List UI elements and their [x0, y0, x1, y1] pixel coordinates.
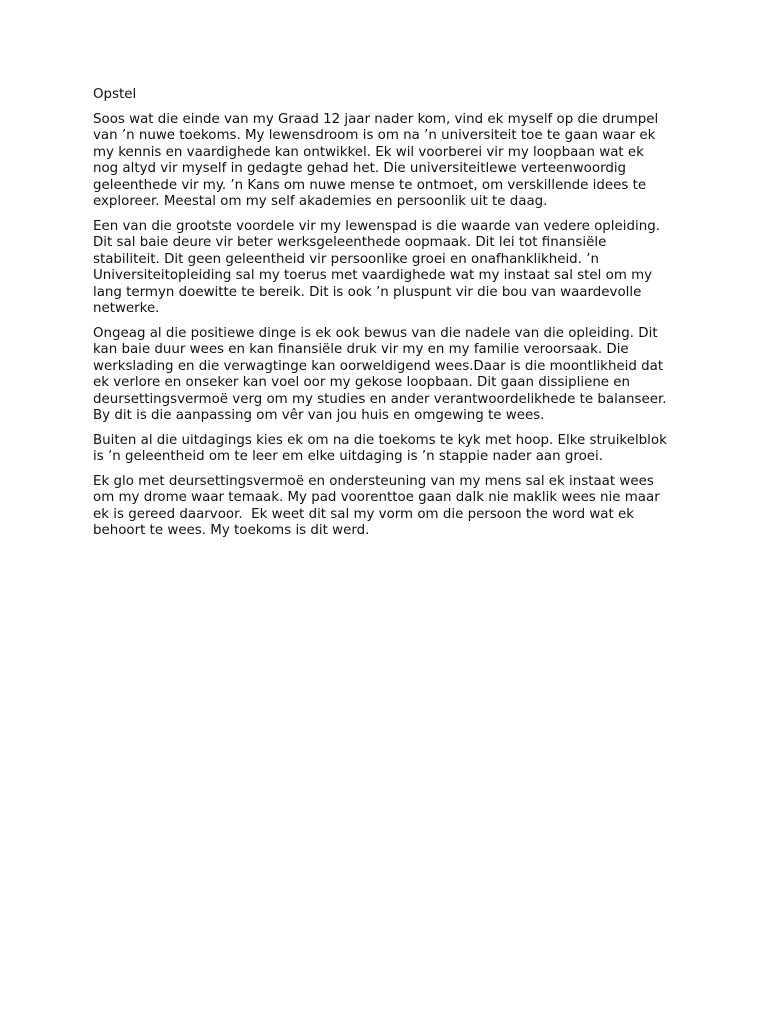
document-title: Opstel: [93, 87, 137, 102]
paragraph-1: Soos wat die einde van my Graad 12 jaar nader kom, vind ek myself op die drumpel van ’n nuwe toekoms. My lewensdroom is om na ’n universiteit toe te gaan waar ek my kennis en vaardighede kan ontwikkel. Ek wil voorberei vir my loopbaan wat ek nog altyd vir myself in gedagte gehad het. Die universiteitlewe verteenwoordig geleenthede vir my. ’n Kans om nuwe mense te ontmoet, om verskillende idees te exploreer. Meestal om my self akademies en persoonlik uit te daag.: [93, 111, 663, 209]
paragraph-3: Ongeag al die positiewe dinge is ek ook bewus van die nadele van die opleiding. Dit kan baie duur wees en kan finansiële druk vir my en my familie veroorsaak. Die werkslading en die verwagtinge kan oorweldigend wees.Daar is die moontlikheid dat ek verlore en onseker kan voel oor my gekose loopbaan. Dit gaan dissipliene en deursettingsvermoë verg om my studies en ander verantwoordelikhede te balanseer. By dit is die aanpassing om vêr van jou huis en omgewing te wees.: [93, 325, 671, 423]
paragraph-4: Buiten al die uitdagings kies ek om na die toekoms te kyk met hoop. Elke struikelblok is ’n geleentheid om te leer em elke uitdaging is ’n stappie nader aan groei.: [93, 432, 672, 464]
paragraph-5: Ek glo met deursettingsvermoë en ondersteuning van my mens sal ek instaat wees om my drome waar temaak. My pad voorenttoe gaan dalk nie maklik wees nie maar ek is gereed daarvoor. Ek weet dit sal my vorm om die persoon the word wat ek behoort te wees. My toekoms is dit werd.: [93, 473, 664, 538]
paragraph-2: Een van die grootste voordele vir my lewenspad is die waarde van vedere opleiding. Dit sal baie deure vir beter werksgeleenthede oopmaak. Dit lei tot finansiële stabiliteit. Dit geen geleentheid vir persoonlike groei en onafhanklikheid. ’n Universiteitopleiding sal my toerus met vaardighede wat my instaat sal stel om my lang termyn doewitte te bereik. Dit is ook ’n pluspunt vir die bou van waardevolle netwerke.: [93, 218, 665, 316]
document-body: [93, 87, 671, 548]
